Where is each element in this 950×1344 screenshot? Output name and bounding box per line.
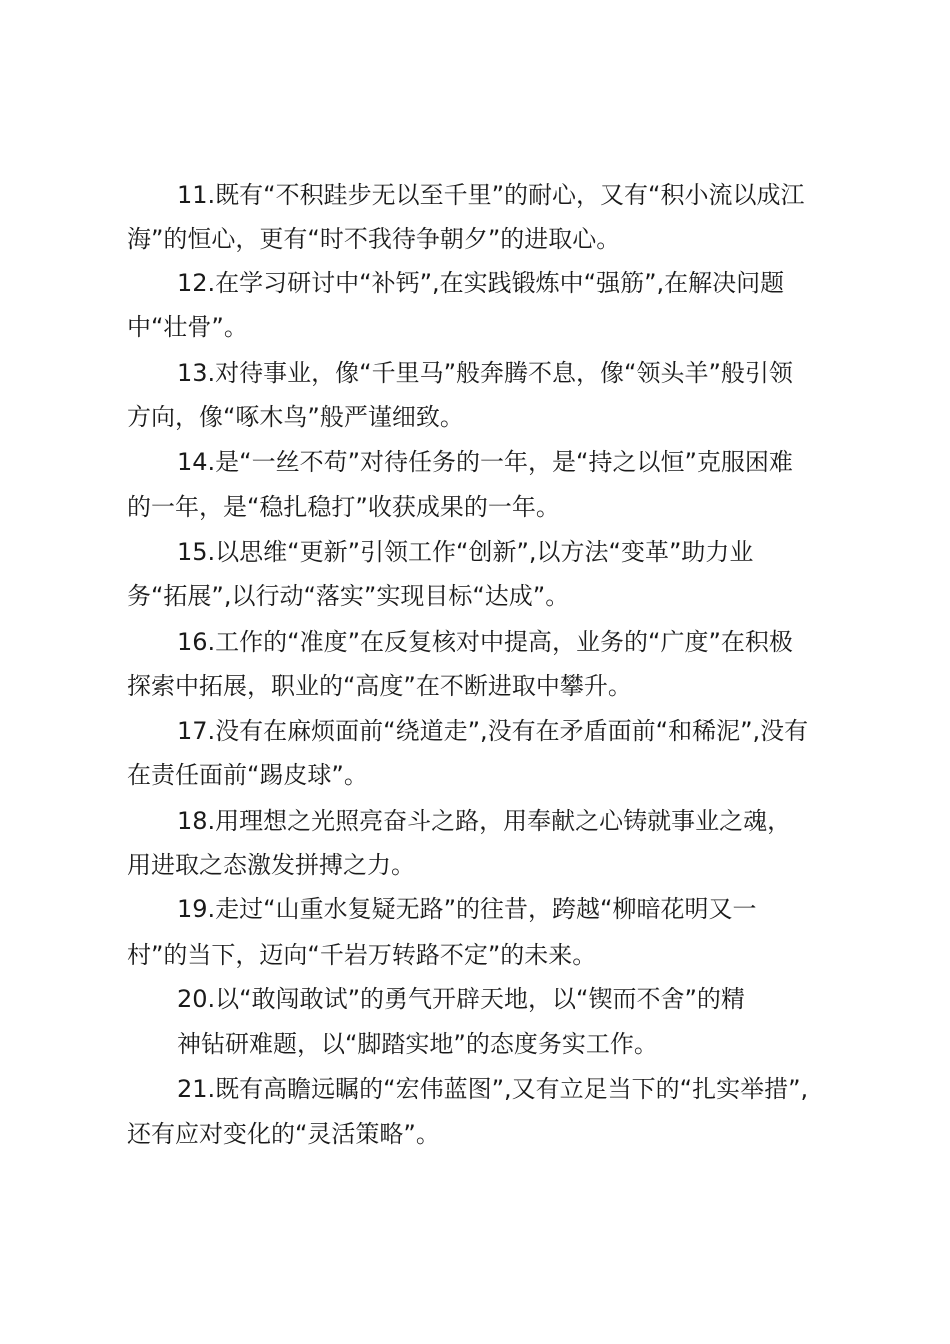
paragraph-21-line-1: 21.既有高瞻远瞩的“宏伟蓝图”,又有立足当下的“扎实举措”, — [177, 1075, 809, 1103]
paragraph-17-line-1: 17.没有在麻烦面前“绕道走”,没有在矛盾面前“和稀泥”,没有 — [177, 717, 809, 745]
paragraph-16-line-1: 16.工作的“准度”在反复核对中提高，业务的“广度”在积极 — [177, 628, 793, 656]
paragraph-16-line-2: 探索中拓展，职业的“高度”在不断进取中攀升。 — [127, 672, 632, 700]
paragraph-18-line-2: 用进取之态激发拼搏之力。 — [127, 851, 415, 879]
paragraph-12-line-1: 12.在学习研讨中“补钙”,在实践锻炼中“强筋”,在解决问题 — [177, 269, 785, 297]
paragraph-13-line-1: 13.对待事业，像“千里马”般奔腾不息，像“领头羊”般引领 — [177, 359, 793, 387]
paragraph-13-line-2: 方向，像“啄木鸟”般严谨细致。 — [127, 403, 464, 431]
paragraph-14-line-1: 14.是“一丝不苟”对待任务的一年，是“持之以恒”克服困难 — [177, 448, 793, 476]
paragraph-17-line-2: 在责任面前“踢皮球”。 — [127, 761, 368, 789]
paragraph-15-line-1: 15.以思维“更新”引领工作“创新”,以方法“变革”助力业 — [177, 538, 754, 566]
paragraph-15-line-2: 务“拓展”,以行动“落实”实现目标“达成”。 — [127, 582, 570, 610]
paragraph-12-line-2: 中“壮骨”。 — [127, 313, 248, 341]
paragraph-20-line-1: 20.以“敢闯敢试”的勇气开辟天地，以“锲而不舍”的精 — [177, 985, 745, 1013]
paragraph-21-line-2: 还有应对变化的“灵活策略”。 — [127, 1120, 440, 1148]
paragraph-14-line-2: 的一年，是“稳扎稳打”收获成果的一年。 — [127, 493, 560, 521]
paragraph-19-line-2: 村”的当下，迈向“千岩万转路不定”的未来。 — [127, 941, 597, 969]
paragraph-20-line-2: 神钻研难题，以“脚踏实地”的态度务实工作。 — [177, 1030, 658, 1058]
paragraph-19-line-1: 19.走过“山重水复疑无路”的往昔，跨越“柳暗花明又一 — [177, 895, 757, 923]
paragraph-11-line-1: 11.既有“不积跬步无以至千里”的耐心，又有“积小流以成江 — [177, 181, 805, 209]
paragraph-11-line-2: 海”的恒心，更有“时不我待争朝夕”的进取心。 — [127, 225, 621, 253]
paragraph-18-line-1: 18.用理想之光照亮奋斗之路，用奉献之心铸就事业之魂， — [177, 807, 792, 835]
